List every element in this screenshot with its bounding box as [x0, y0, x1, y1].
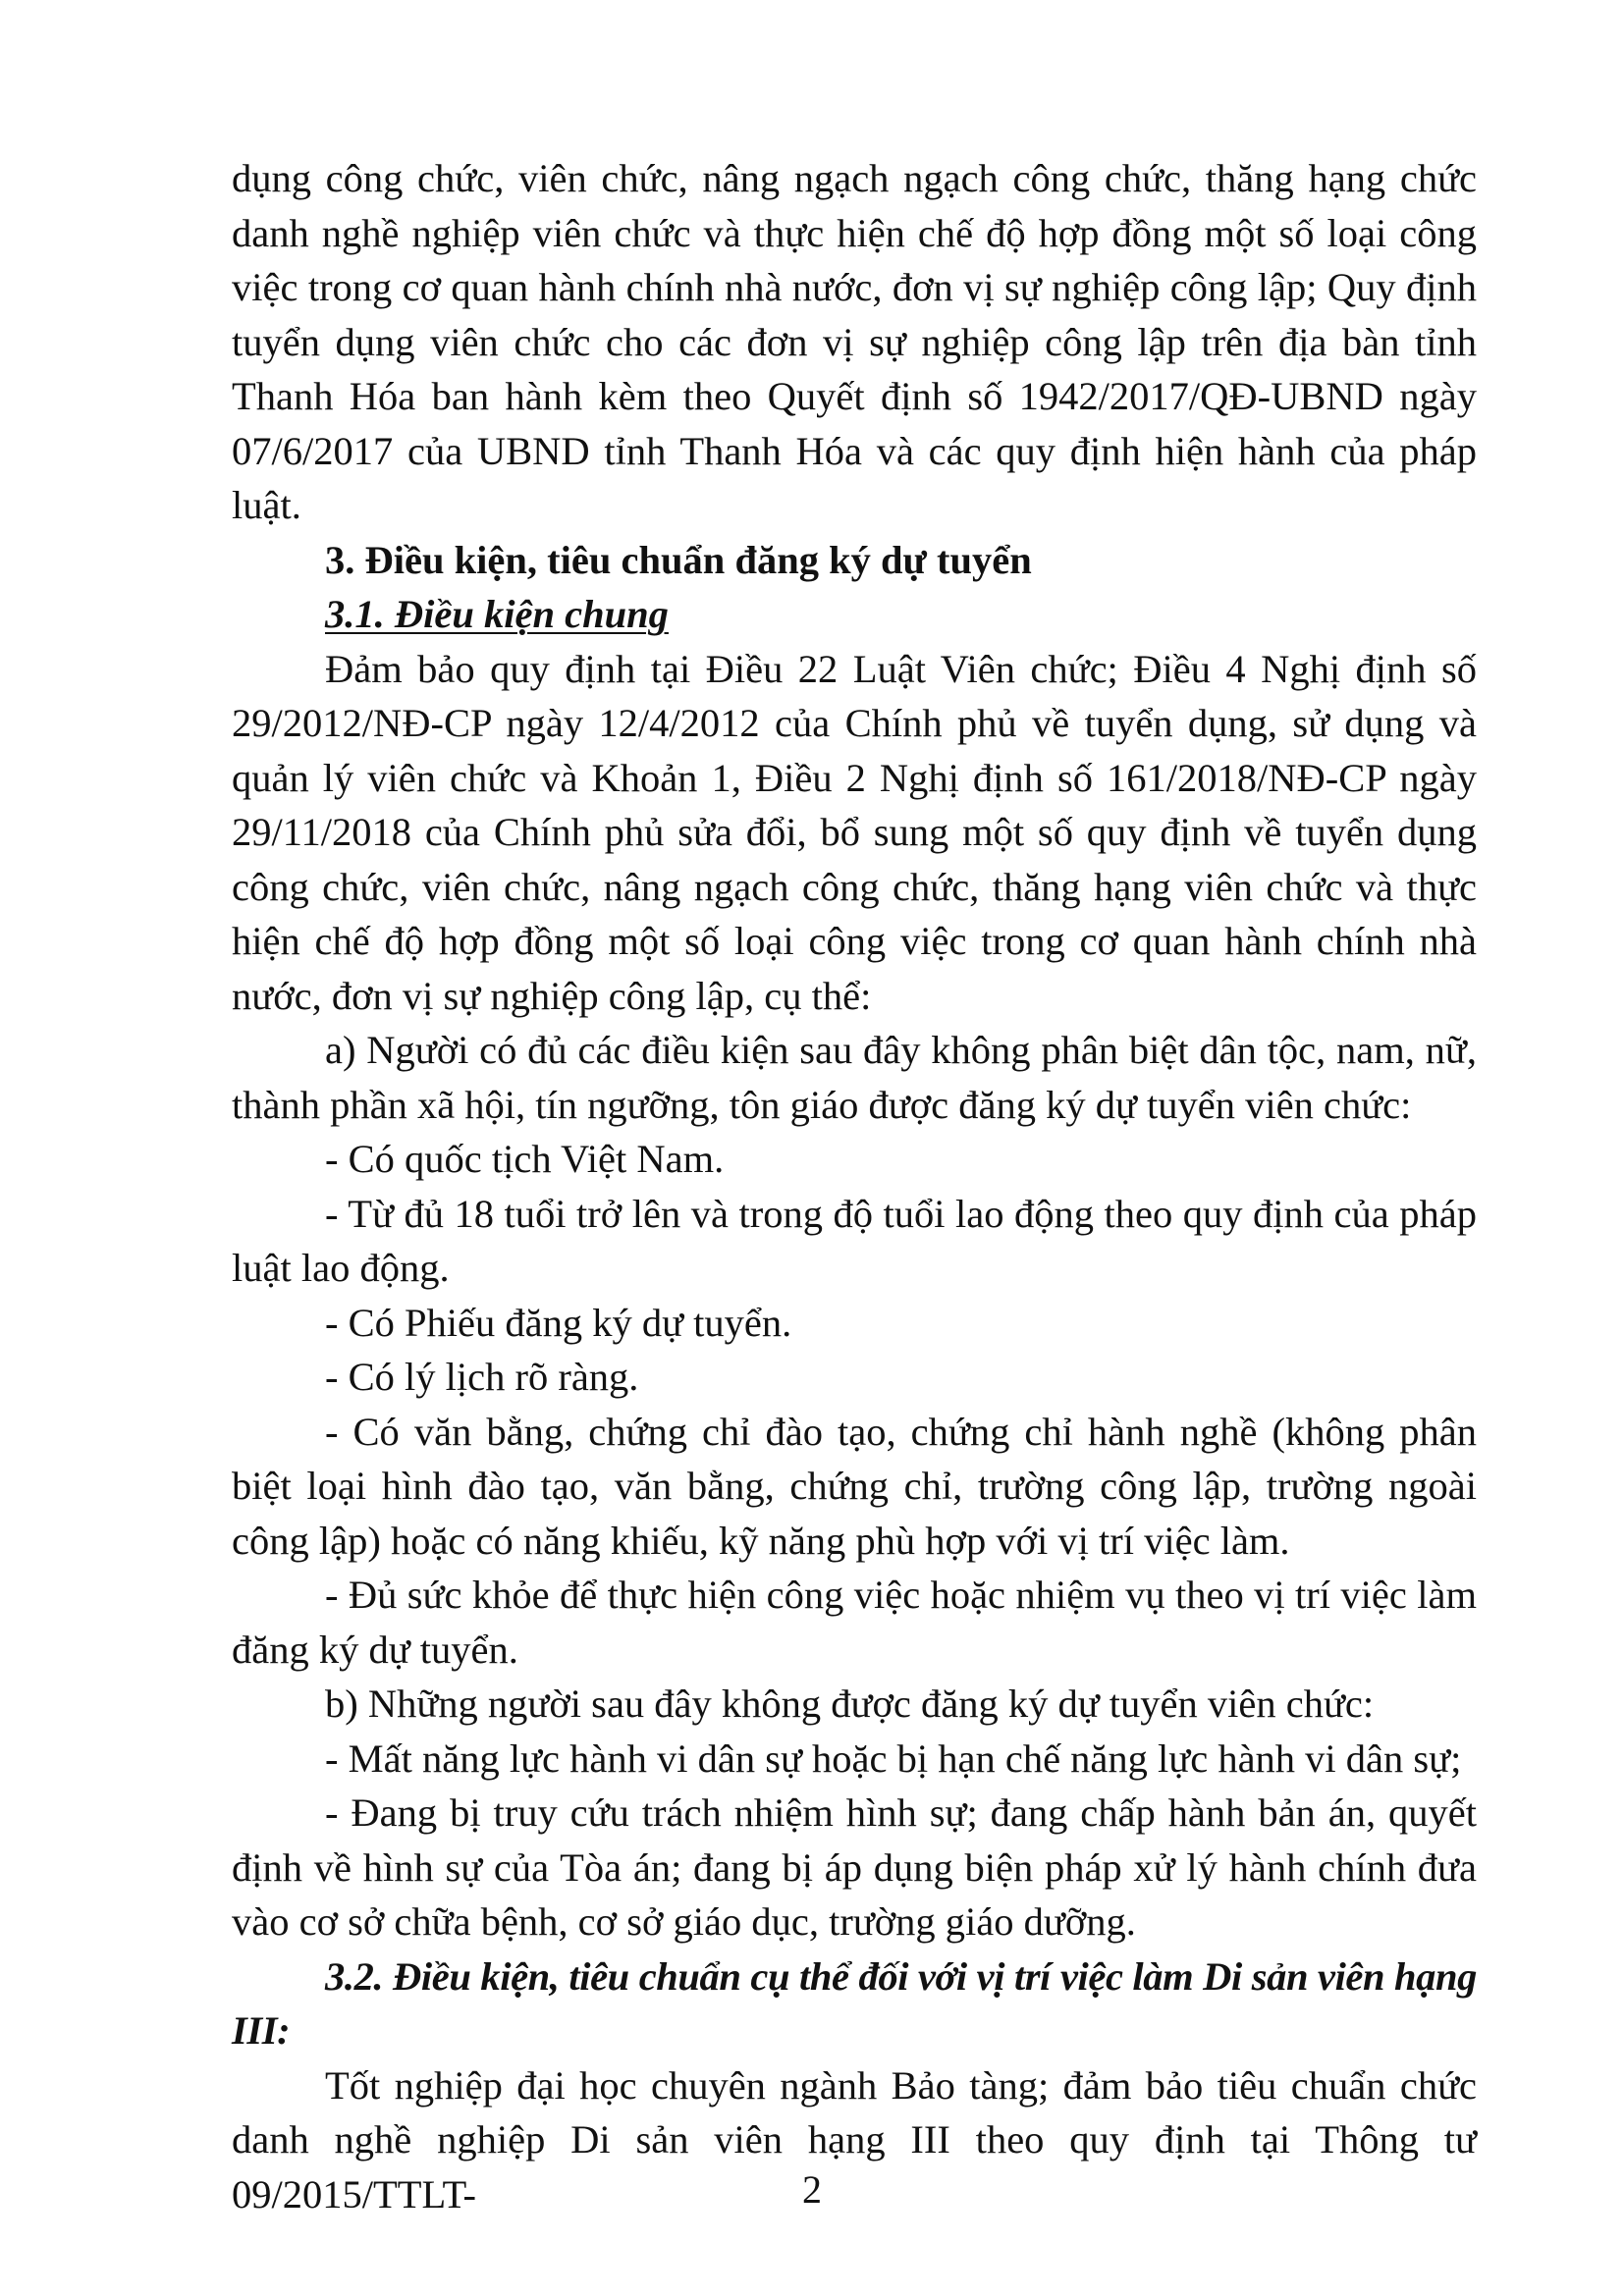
paragraph: Đảm bảo quy định tại Điều 22 Luật Viên chức; Điều 4 Nghị định số 29/2012/NĐ-CP ngày 12/4/2012 của Chính phủ về tuyển dụng, sử dụng và quản lý viên chức và Khoản 1, Điều 2 Nghị định số 161/2018/NĐ-CP ngày 29/11/2018 của Chính phủ sửa đổi, bổ sung một số quy định về tuyển dụng công chức, viên chức, nâng ngạch công chức, thăng hạng viên chức và thực hiện chế độ hợp đồng một số loại công việc trong cơ quan hành chính nhà nước, đơn vị sự nghiệp công lập, cụ thể:	[232, 646, 1477, 1018]
list-item: - Có lý lịch rõ ràng.	[325, 1355, 639, 1399]
paragraph: b) Những người sau đây không được đăng ký dự tuyển viên chức:	[325, 1682, 1375, 1726]
paragraph: Tốt nghiệp đại học chuyên ngành Bảo tàng; đảm bảo tiêu chuẩn chức danh nghề nghiệp Di sản viên hạng III theo quy định tại Thông tư 09/2015/TTLT-	[232, 2062, 1477, 2216]
paragraph: a) Người có đủ các điều kiện sau đây không phân biệt dân tộc, nam, nữ, thành phần xã hội, tín ngưỡng, tôn giáo được đăng ký dự tuyển viên chức:	[232, 1028, 1477, 1127]
section-heading: 3. Điều kiện, tiêu chuẩn đăng ký dự tuyển	[325, 537, 1032, 582]
list-item: - Có Phiếu đăng ký dự tuyển.	[325, 1300, 792, 1345]
list-item: - Từ đủ 18 tuổi trở lên và trong độ tuổi lao động theo quy định của pháp luật lao động.	[232, 1191, 1477, 1290]
list-item: - Có quốc tịch Việt Nam.	[325, 1137, 725, 1181]
list-item: - Đang bị truy cứu trách nhiệm hình sự; đang chấp hành bản án, quyết định về hình sự của Tòa án; đang bị áp dụng biện pháp xử lý hành chính đưa vào cơ sở chữa bệnh, cơ sở giáo dục, trường giáo dưỡng.	[232, 1790, 1477, 1944]
page-number: 2	[802, 2167, 822, 2212]
list-item: - Có văn bằng, chứng chỉ đào tạo, chứng chỉ hành nghề (không phân biệt loại hình đào tạo, văn bằng, chứng chỉ, trường công lập, trường ngoài công lập) hoặc có năng khiếu, kỹ năng phù hợp với vị trí việc làm.	[232, 1409, 1477, 1563]
subsection-heading: 3.2. Điều kiện, tiêu chuẩn cụ thể đối với vị trí việc làm Di sản viên hạng III:	[232, 1953, 1477, 2053]
subsection-heading: 3.1. Điều kiện chung	[325, 592, 669, 636]
paragraph-continuation: dụng công chức, viên chức, nâng ngạch ngạch công chức, thăng hạng chức danh nghề nghiệp viên chức và thực hiện chế độ hợp đồng một số loại công việc trong cơ quan hành chính nhà nước, đơn vị sự nghiệp công lập; Quy định tuyển dụng viên chức cho các đơn vị sự nghiệp công lập trên địa bàn tỉnh Thanh Hóa ban hành kèm theo Quyết định số 1942/2017/QĐ-UBND ngày 07/6/2017 của UBND tỉnh Thanh Hóa và các quy định hiện hành của pháp luật.	[232, 156, 1477, 527]
document-body	[232, 151, 1477, 2221]
list-item: - Đủ sức khỏe để thực hiện công việc hoặc nhiệm vụ theo vị trí việc làm đăng ký dự tuyển.	[232, 1573, 1477, 1672]
list-item: - Mất năng lực hành vi dân sự hoặc bị hạn chế năng lực hành vi dân sự;	[325, 1735, 1462, 1781]
